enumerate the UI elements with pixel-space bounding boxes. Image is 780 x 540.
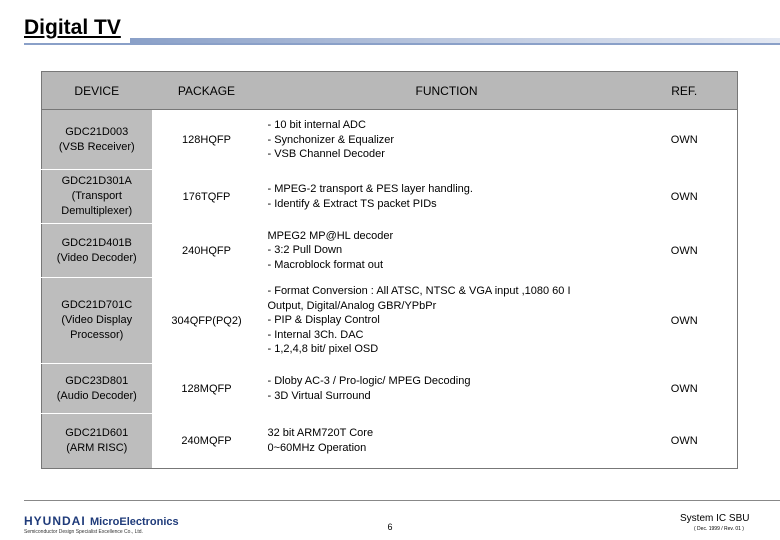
device-cell: GDC21D301A (Transport Demultiplexer) xyxy=(42,170,152,224)
ref-cell: OWN xyxy=(670,133,698,146)
logo-wordmark xyxy=(24,514,184,528)
package-cell: 128MQFP xyxy=(181,382,232,395)
table-row xyxy=(42,364,738,414)
logo-sub: MicroElectronics xyxy=(90,516,179,528)
table-row xyxy=(42,414,738,469)
table-header-row xyxy=(42,72,738,110)
column-header-device: DEVICE xyxy=(42,72,152,110)
org-label: System IC SBU xyxy=(680,513,750,524)
ref-cell: OWN xyxy=(670,244,698,257)
column-header-ref: REF. xyxy=(632,72,738,110)
page-number: 6 xyxy=(387,522,393,532)
package-cell: 128HQFP xyxy=(182,133,231,146)
ref-cell: OWN xyxy=(670,382,698,395)
ref-cell: OWN xyxy=(670,314,698,327)
ref-cell: OWN xyxy=(670,190,698,203)
table-row xyxy=(42,224,738,278)
ref-cell: OWN xyxy=(670,434,698,447)
title-underline xyxy=(24,43,780,45)
company-logo xyxy=(24,514,184,535)
logo-brand: HYUNDAI xyxy=(24,514,86,528)
column-header-function: FUNCTION xyxy=(262,72,632,110)
device-cell: GDC21D401B (Video Decoder) xyxy=(42,224,152,278)
device-cell: GDC21D601 (ARM RISC) xyxy=(42,414,152,469)
slide-title: Digital TV xyxy=(24,16,121,39)
footer-divider xyxy=(24,500,780,501)
package-cell: 176TQFP xyxy=(182,190,231,203)
package-cell: 240MQFP xyxy=(181,434,232,447)
device-cell: GDC23D801 (Audio Decoder) xyxy=(42,364,152,414)
function-cell: - 10 bit internal ADC - Synchonizer & Equalizer - VSB Channel Decoder xyxy=(267,119,395,160)
table-row xyxy=(42,110,738,170)
logo-tagline: Semiconductor Design Specialist Excellence Co., Ltd. xyxy=(24,529,143,535)
function-cell: 32 bit ARM720T Core 0~60MHz Operation xyxy=(267,427,374,454)
device-spec-table xyxy=(41,71,738,469)
package-cell: 240HQFP xyxy=(182,244,231,257)
function-cell: - Dloby AC-3 / Pro-logic/ MPEG Decoding - 3D Virtual Surround xyxy=(267,375,471,402)
revision-date: ( Dec. 1999 / Rev. 01 ) xyxy=(694,526,744,532)
device-cell: GDC21D003 (VSB Receiver) xyxy=(42,110,152,170)
function-cell: MPEG2 MP@HL decoder - 3:2 Pull Down - Macroblock format out xyxy=(267,229,394,271)
package-cell: 304QFP(PQ2) xyxy=(171,314,242,327)
table-row xyxy=(42,278,738,364)
table-row xyxy=(42,170,738,224)
column-header-package: PACKAGE xyxy=(152,72,262,110)
function-cell: - Format Conversion : All ATSC, NTSC & VGA input ,1080 60 I Output, Digital/Analog GBR/YPbPr - PIP & Display Control - Internal 3Ch. DAC - 1,2,4,8 bit/ pixel OSD xyxy=(267,285,571,356)
function-cell: - MPEG-2 transport & PES layer handling. - Identify & Extract TS packet PIDs xyxy=(267,183,473,210)
device-cell: GDC21D701C (Video Display Processor) xyxy=(42,278,152,364)
